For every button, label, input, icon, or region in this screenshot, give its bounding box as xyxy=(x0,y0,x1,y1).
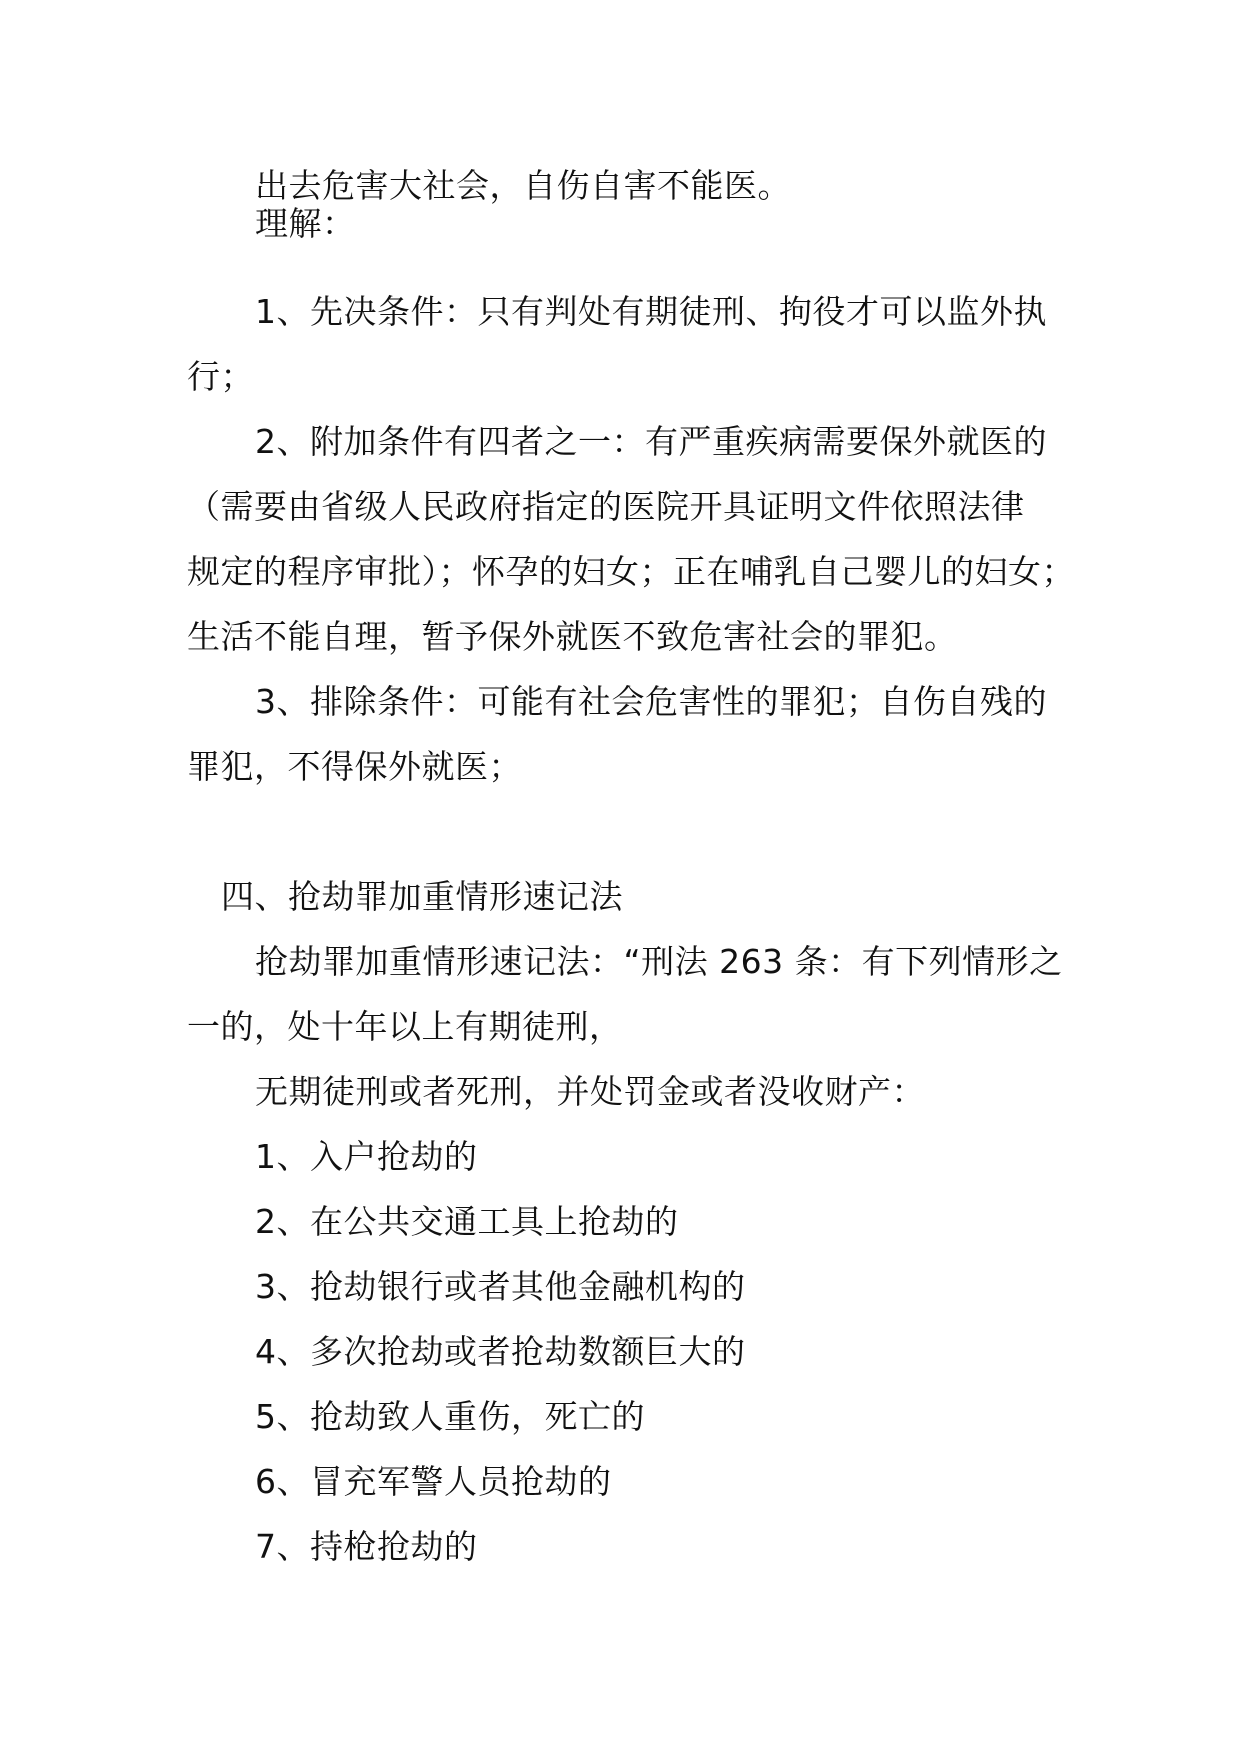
paragraph-line: 抢劫罪加重情形速记法：“刑法 263 条：有下列情形之 xyxy=(255,942,1063,981)
paragraph-line: 行； xyxy=(187,357,254,396)
list-item: 3、抢劫银行或者其他金融机构的 xyxy=(255,1267,746,1306)
paragraph-line: 一的，处十年以上有期徒刑， xyxy=(187,1007,623,1046)
paragraph-line: 2、附加条件有四者之一：有严重疾病需要保外就医的 xyxy=(255,422,1047,461)
paragraph-line: 生活不能自理，暂予保外就医不致危害社会的罪犯。 xyxy=(187,617,958,656)
list-item: 6、冒充军警人员抢劫的 xyxy=(255,1462,612,1501)
list-item: 5、抢劫致人重伤，死亡的 xyxy=(255,1397,645,1436)
paragraph-line: （需要由省级人民政府指定的医院开具证明文件依照法律 xyxy=(187,487,1025,526)
list-item: 2、在公共交通工具上抢劫的 xyxy=(255,1202,679,1241)
paragraph-line: 1、先决条件：只有判处有期徒刑、拘役才可以监外执 xyxy=(255,292,1047,331)
paragraph-line: 理解： xyxy=(255,204,356,243)
list-item: 7、持枪抢劫的 xyxy=(255,1527,478,1566)
list-item: 4、多次抢劫或者抢劫数额巨大的 xyxy=(255,1332,746,1371)
paragraph-line: 规定的程序审批）；怀孕的妇女；正在哺乳自己婴儿的妇女； xyxy=(187,552,1075,591)
section-heading: 四、抢劫罪加重情形速记法 xyxy=(221,877,623,916)
paragraph-line: 出去危害大社会，自伤自害不能医。 xyxy=(255,166,791,205)
paragraph-line: 无期徒刑或者死刑，并处罚金或者没收财产： xyxy=(255,1072,925,1111)
paragraph-line: 3、排除条件：可能有社会危害性的罪犯；自伤自残的 xyxy=(255,682,1047,721)
list-item: 1、入户抢劫的 xyxy=(255,1137,478,1176)
paragraph-line: 罪犯，不得保外就医； xyxy=(187,747,522,786)
